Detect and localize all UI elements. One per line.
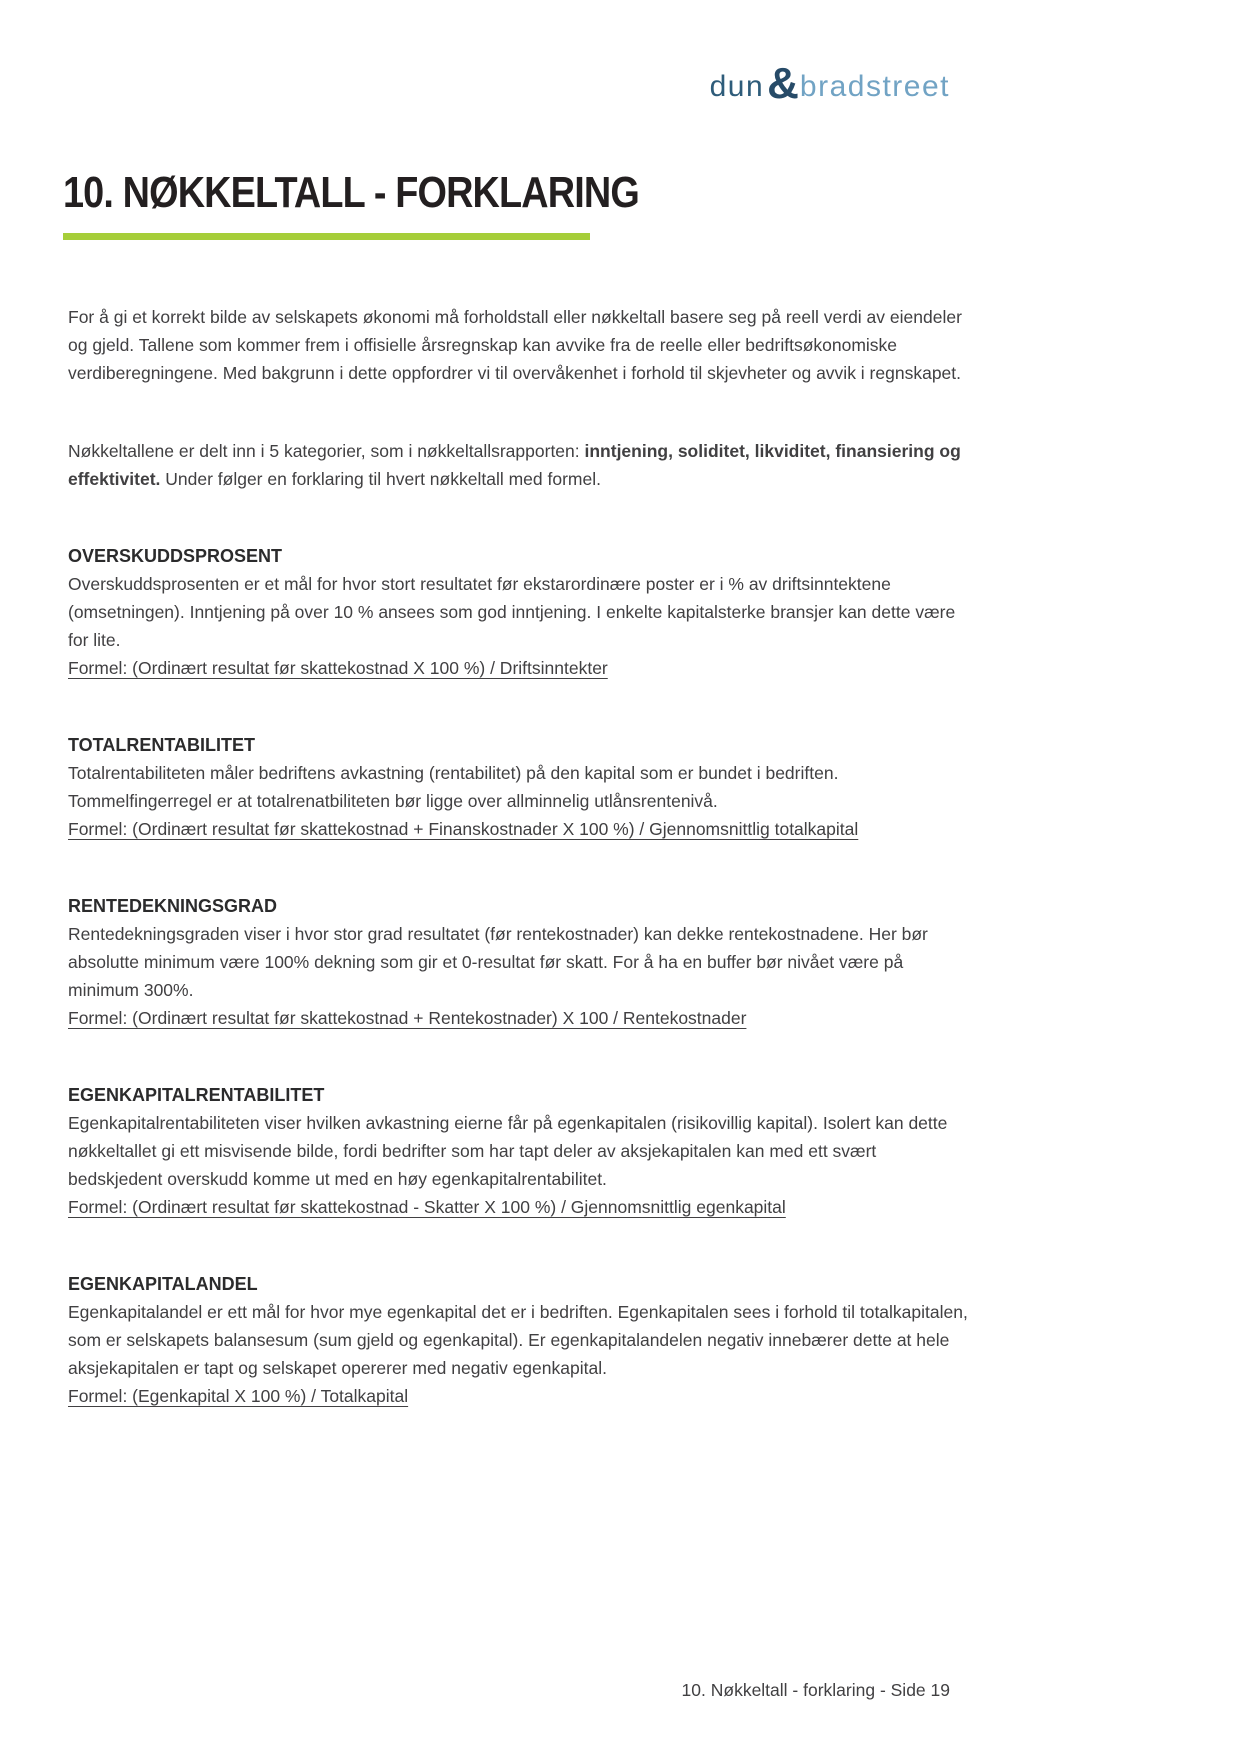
intro-paragraph-2-tail: Under følger en forklaring til hvert nøkkeltall med formel. xyxy=(160,469,601,489)
dun-bradstreet-logo xyxy=(709,59,950,108)
section-heading: TOTALRENTABILITET xyxy=(68,735,255,755)
section-formula: Formel: (Ordinært resultat før skattekostnad - Skatter X 100 %) / Gjennomsnittlig egenkapital xyxy=(68,1197,786,1217)
section-formula: Formel: (Egenkapital X 100 %) / Totalkapital xyxy=(68,1386,409,1406)
section-formula: Formel: (Ordinært resultat før skattekostnad + Finanskostnader X 100 %) / Gjennomsnittlig totalkapital xyxy=(68,819,859,839)
section-egenkapitalrentabilitet xyxy=(68,1081,970,1221)
ampersand-icon: & xyxy=(767,59,799,108)
title-accent-rule xyxy=(63,233,590,240)
section-formula: Formel: (Ordinært resultat før skattekostnad X 100 %) / Driftsinntekter xyxy=(68,658,608,678)
section-egenkapitalandel xyxy=(68,1270,970,1410)
section-body: Totalrentabiliteten måler bedriftens avkastning (rentabilitet) på den kapital som er bundet i bedriften. Tommelfingerregel er at totalrenatbiliteten bør ligge over allminnelig utlånsrentenivå. xyxy=(68,763,839,811)
intro-paragraph-2-categories: inntjening, soliditet, likviditet, finansiering og effektivitet. xyxy=(68,441,961,489)
page-title: 10. NØKKELTALL - FORKLARING xyxy=(63,168,639,217)
section-body: Egenkapitalandel er ett mål for hvor mye egenkapital det er i bedriften. Egenkapitalen sees i forhold til totalkapitalen, som er selskapets balansesum (sum gjeld og egenkapital). Er egenkapitalandelen negativ innebærer dette at hele aksjekapitalen er tapt og selskapet opererer med negativ egenkapital. xyxy=(68,1302,968,1378)
page-footer: 10. Nøkkeltall - forklaring - Side 19 xyxy=(681,1680,950,1700)
section-heading: EGENKAPITALANDEL xyxy=(68,1274,258,1294)
intro-paragraph-1: For å gi et korrekt bilde av selskapets økonomi må forholdstall eller nøkkeltall basere seg på reell verdi av eiendeler og gjeld. Tallene som kommer frem i offisielle årsregnskap kan avvike fra de reelle eller bedriftsøkonomiske verdiberegningene. Med bakgrunn i dette oppfordrer vi til overvåkenhet i forhold til skjevheter og avvik i regnskapet. xyxy=(68,307,962,383)
section-overskuddsprosent xyxy=(68,542,970,682)
section-heading: EGENKAPITALRENTABILITET xyxy=(68,1085,325,1105)
section-rentedekningsgrad xyxy=(68,892,970,1032)
document-body xyxy=(68,303,970,1410)
section-heading: OVERSKUDDSPROSENT xyxy=(68,546,283,566)
section-formula: Formel: (Ordinært resultat før skattekostnad + Rentekostnader) X 100 / Rentekostnader xyxy=(68,1008,747,1028)
intro-paragraph-2 xyxy=(68,437,970,493)
section-body: Rentedekningsgraden viser i hvor stor grad resultatet (før rentekostnader) kan dekke rentekostnadene. Her bør absolutte minimum være 100% dekning som gir et 0-resultat før skatt. For å ha en buffer bør nivået være på minimum 300%. xyxy=(68,924,928,1000)
section-body: Egenkapitalrentabiliteten viser hvilken avkastning eierne får på egenkapitalen (risikovillig kapital). Isolert kan dette nøkkeltallet gi ett misvisende bilde, fordi bedrifter som har tapt deler av aksjekapitalen kan med ett svært bedskjedent overskudd komme ut med en høy egenkapitalrentabilitet. xyxy=(68,1113,948,1189)
section-body: Overskuddsprosenten er et mål for hvor stort resultatet før ekstarordinære poster er i % av driftsinntektene (omsetningen). Inntjening på over 10 % ansees som god inntjening. I enkelte kapitalsterke bransjer kan dette være for lite. xyxy=(68,574,956,650)
logo-text-bradstreet: bradstreet xyxy=(799,70,950,103)
section-heading: RENTEDEKNINGSGRAD xyxy=(68,896,278,916)
section-totalrentabilitet xyxy=(68,731,970,843)
logo-text-dun: dun xyxy=(709,70,765,103)
intro-paragraph-2-text: Nøkkeltallene er delt inn i 5 kategorier, som i nøkkeltallsrapporten: xyxy=(68,441,585,461)
